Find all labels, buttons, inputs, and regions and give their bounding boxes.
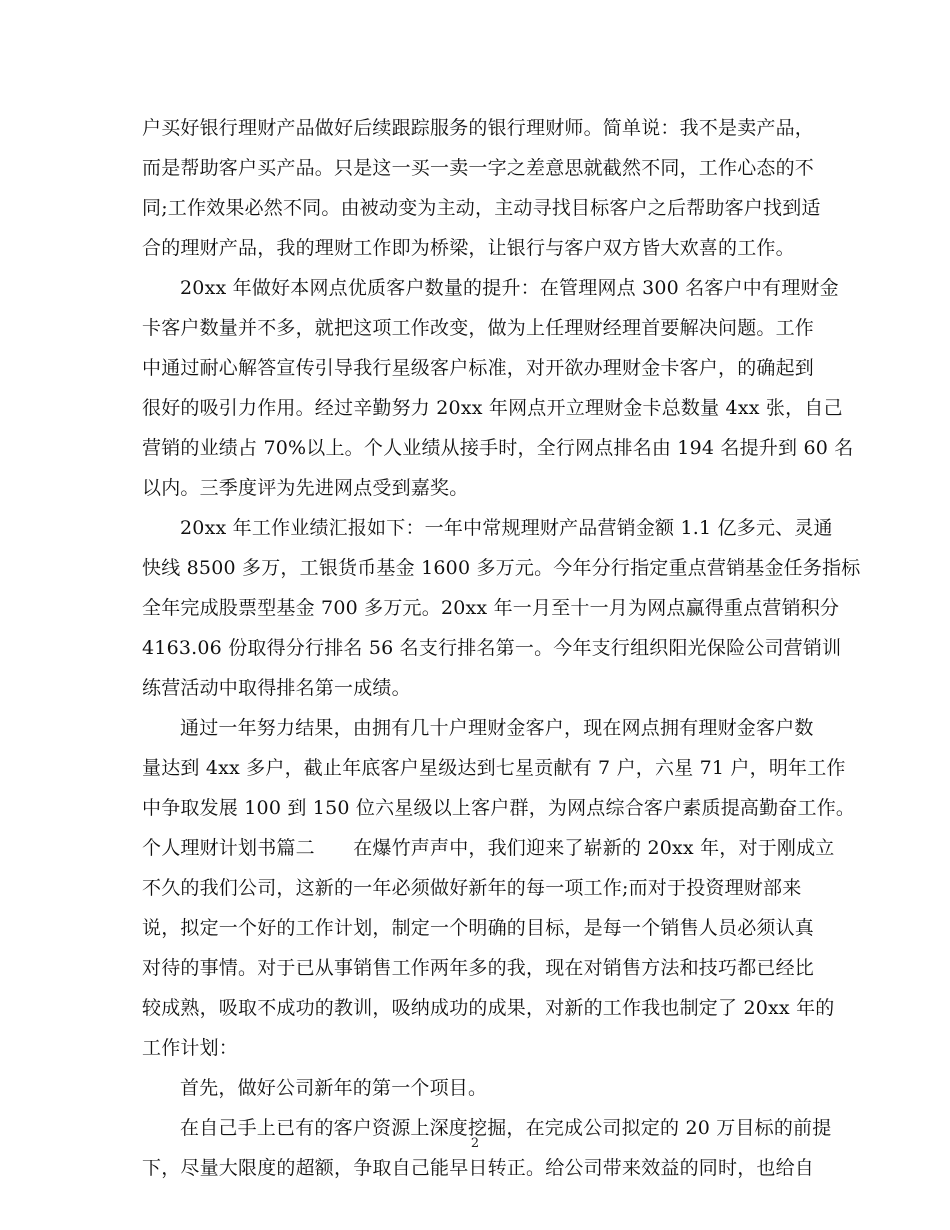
- text-line-26: 在自己手上已有的客户资源上深度挖掘，在完成公司拟定的 20 万目标的前提: [180, 1117, 832, 1139]
- text-line-1: 户买好银行理财产品做好后续跟踪服务的银行理财师。简单说：我不是卖产品，: [142, 117, 815, 139]
- text-line-15: 练营活动中取得排名第一成绩。: [142, 677, 411, 699]
- text-line-20: 不久的我们公司，这新的一年必须做好新年的每一项工作;而对于投资理财部来: [142, 877, 802, 899]
- page-number: 2: [470, 1136, 480, 1151]
- text-line-3: 同;工作效果必然不同。由被动变为主动，主动寻找目标客户之后帮助客户找到适: [142, 197, 821, 219]
- text-line-11: 20xx 年工作业绩汇报如下：一年中常规理财产品营销金额 1.1 亿多元、灵通: [180, 517, 833, 539]
- text-line-5: 20xx 年做好本网点优质客户数量的提升：在管理网点 300 名客户中有理财金: [180, 277, 839, 299]
- text-line-23: 较成熟，吸取不成功的教训，吸纳成功的成果，对新的工作我也制定了 20xx 年的: [142, 997, 835, 1019]
- text-line-2: 而是帮助客户买产品。只是这一买一卖一字之差意思就截然不同，工作心态的不: [142, 157, 815, 179]
- text-line-7: 中通过耐心解答宣传引导我行星级客户标准，对开欲办理财金卡客户，的确起到: [142, 357, 815, 379]
- text-line-16: 通过一年努力结果，由拥有几十户理财金客户，现在网点拥有理财金客户数: [180, 717, 814, 739]
- text-line-24: 工作计划：: [142, 1037, 239, 1059]
- text-line-4: 合的理财产品，我的理财工作即为桥梁，让银行与客户双方皆大欢喜的工作。: [142, 237, 795, 259]
- text-line-10: 以内。三季度评为先进网点受到嘉奖。: [142, 477, 469, 499]
- text-line-22: 对待的事情。对于已从事销售工作两年多的我，现在对销售方法和技巧都已经比: [142, 957, 815, 979]
- text-line-14: 4163.06 份取得分行排名 56 名支行排名第一。今年支行组织阳光保险公司营销训: [142, 637, 842, 659]
- text-line-18: 中争取发展 100 到 150 位六星级以上客户群，为网点综合客户素质提高勤奋工作。: [142, 797, 856, 819]
- text-line-12: 快线 8500 多万，工银货币基金 1600 多万元。今年分行指定重点营销基金任务指标: [142, 557, 861, 579]
- text-line-25: 首先，做好公司新年的第一个项目。: [180, 1077, 488, 1099]
- text-line-21: 说，拟定一个好的工作计划，制定一个明确的目标，是每一个销售人员必须认真: [142, 917, 815, 939]
- text-line-19: 个人理财计划书篇二 在爆竹声声中，我们迎来了崭新的 20xx 年，对于刚成立: [142, 837, 835, 859]
- text-line-9: 营销的业绩占 70%以上。个人业绩从接手时，全行网点排名由 194 名提升到 60 名: [142, 437, 854, 459]
- text-line-6: 卡客户数量并不多，就把这项工作改变，做为上任理财经理首要解决问题。工作: [142, 317, 815, 339]
- text-line-13: 全年完成股票型基金 700 多万元。20xx 年一月至十一月为网点赢得重点营销积分: [142, 597, 840, 619]
- text-line-17: 量达到 4xx 多户，截止年底客户星级达到七星贡献有 7 户，六星 71 户，明年工作: [142, 757, 846, 779]
- text-line-27: 下，尽量大限度的超额，争取自己能早日转正。给公司带来效益的同时，也给自: [142, 1157, 815, 1179]
- text-line-8: 很好的吸引力作用。经过辛勤努力 20xx 年网点开立理财金卡总数量 4xx 张，自己: [142, 397, 843, 419]
